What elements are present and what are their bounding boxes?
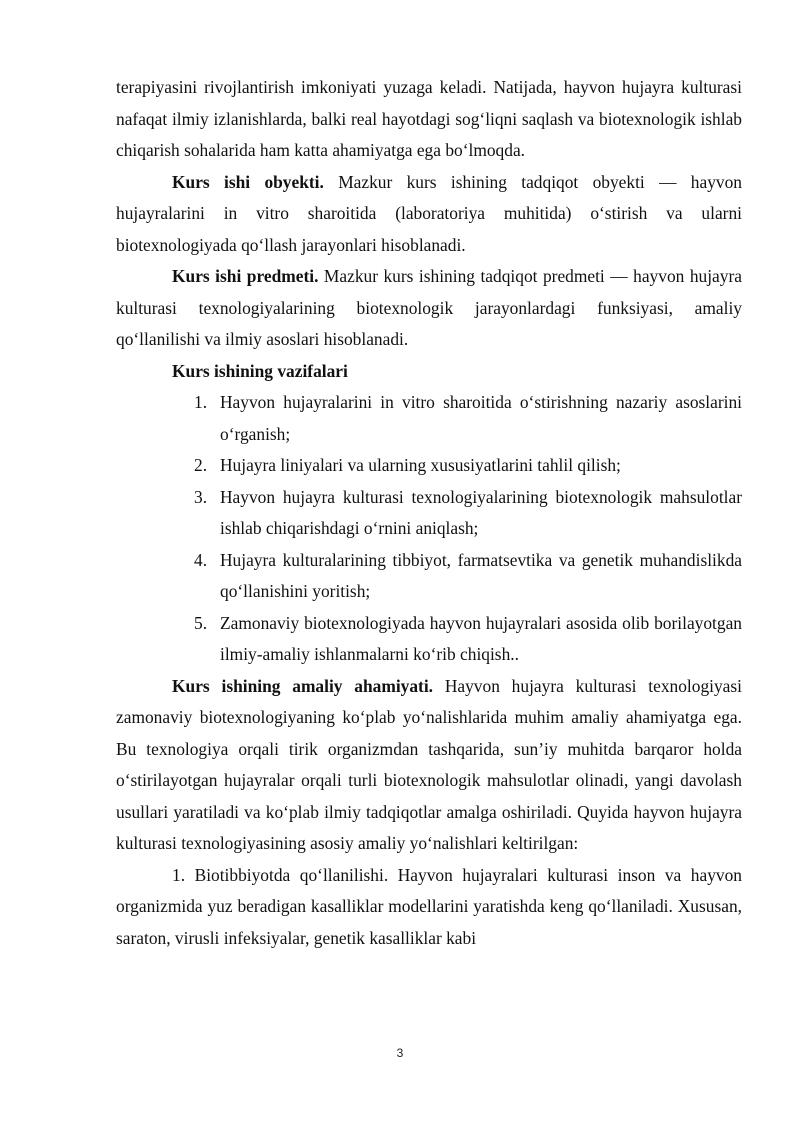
paragraph-intro-continuation: terapiyasini rivojlantirish imkoniyati yuzaga keladi. Natijada, hayvon hujayra kulturasi nafaqat ilmiy izlanishlarda, balki real hayotdagi sog‘liqni saqlash va biotexnologik ishlab chiqarish sohalarida ham katta ahamiyatga ega bo‘lmoqda. <box>116 77 742 160</box>
list-item-text: Hayvon hujayralarini in vitro sharoitida o‘stirishning nazariy asoslarini o‘rganish; <box>220 392 742 444</box>
list-item <box>116 545 742 608</box>
paragraph-course-subject <box>116 261 742 356</box>
page-content <box>116 72 742 954</box>
list-item <box>116 387 742 450</box>
course-subject-text: Mazkur kurs ishining tadqiqot predmeti — hayvon hujayra kulturasi texnologiyalarining biotexnologik jarayonlardagi funksiyasi, amaliy qo‘llanilishi va ilmiy asoslari hisoblanadi. <box>116 266 742 349</box>
tasks-heading: Kurs ishining vazifalari <box>172 360 348 381</box>
list-item-text: Zamonaviy biotexnologiyada hayvon hujayralari asosida olib borilayotgan ilmiy-amaliy ishlanmalarni ko‘rib chiqish.. <box>220 612 742 664</box>
paragraph-practical-importance <box>116 671 742 860</box>
list-item <box>116 608 742 671</box>
page-number: 3 <box>396 1046 404 1060</box>
list-item-text: Hujayra liniyalari va ularning xususiyatlarini tahlil qilish; <box>220 455 621 475</box>
practical-importance-label: Kurs ishining amaliy ahamiyati. <box>172 675 434 696</box>
list-item-number: 2. <box>194 455 208 475</box>
list-item-number: 1. <box>194 392 208 412</box>
paragraph-course-object <box>116 167 742 262</box>
list-item-text: Hayvon hujayra kulturasi texnologiyalarining biotexnologik mahsulotlar ishlab chiqarishdagi o‘rnini aniqlash; <box>220 486 742 538</box>
list-item-number: 4. <box>194 549 208 570</box>
practical-importance-text: Hayvon hujayra kulturasi texnologiyasi zamonaviy biotexnologiyaning ko‘plab yo‘nalishlarida muhim amaliy ahamiyatga ega. Bu texnologiya orqali tirik organizmdan tashqarida, sun’iy muhitda barqaror holda o‘stirilayotgan hujayralar orqali turli biotexnologik mahsulotlar olinadi, yangi davolash usullari yaratiladi va ko‘plab ilmiy tadqiqotlar amalga oshiriladi. Quyida hayvon hujayra kulturasi texnologiyasining asosiy amaliy yo‘nalishlari keltirilgan: <box>116 675 742 853</box>
tasks-list <box>116 387 742 671</box>
paragraph-biomedicine: 1. Biotibbiyotda qo‘llanilishi. Hayvon hujayralari kulturasi inson va hayvon organizmida yuz beradigan kasalliklar modellarini yaratishda keng qo‘llaniladi. Xususan, saraton, virusli infeksiyalar, genetik kasalliklar kabi <box>116 864 742 948</box>
course-object-label: Kurs ishi obyekti. <box>172 171 324 192</box>
list-item-number: 3. <box>194 486 208 507</box>
list-item-text: Hujayra kulturalarining tibbiyot, farmatsevtika va genetik muhandislikda qo‘llanishini yoritish; <box>220 549 742 601</box>
list-item <box>116 450 742 482</box>
list-item-number: 5. <box>194 612 208 633</box>
course-subject-label: Kurs ishi predmeti. <box>172 266 319 286</box>
list-item <box>116 482 742 545</box>
course-object-text: Mazkur kurs ishining tadqiqot obyekti — hayvon hujayralarini in vitro sharoitida (laboratoriya muhitida) o‘stirish va ularni biotexnologiyada qo‘llash jarayonlari hisoblanadi. <box>116 171 742 255</box>
